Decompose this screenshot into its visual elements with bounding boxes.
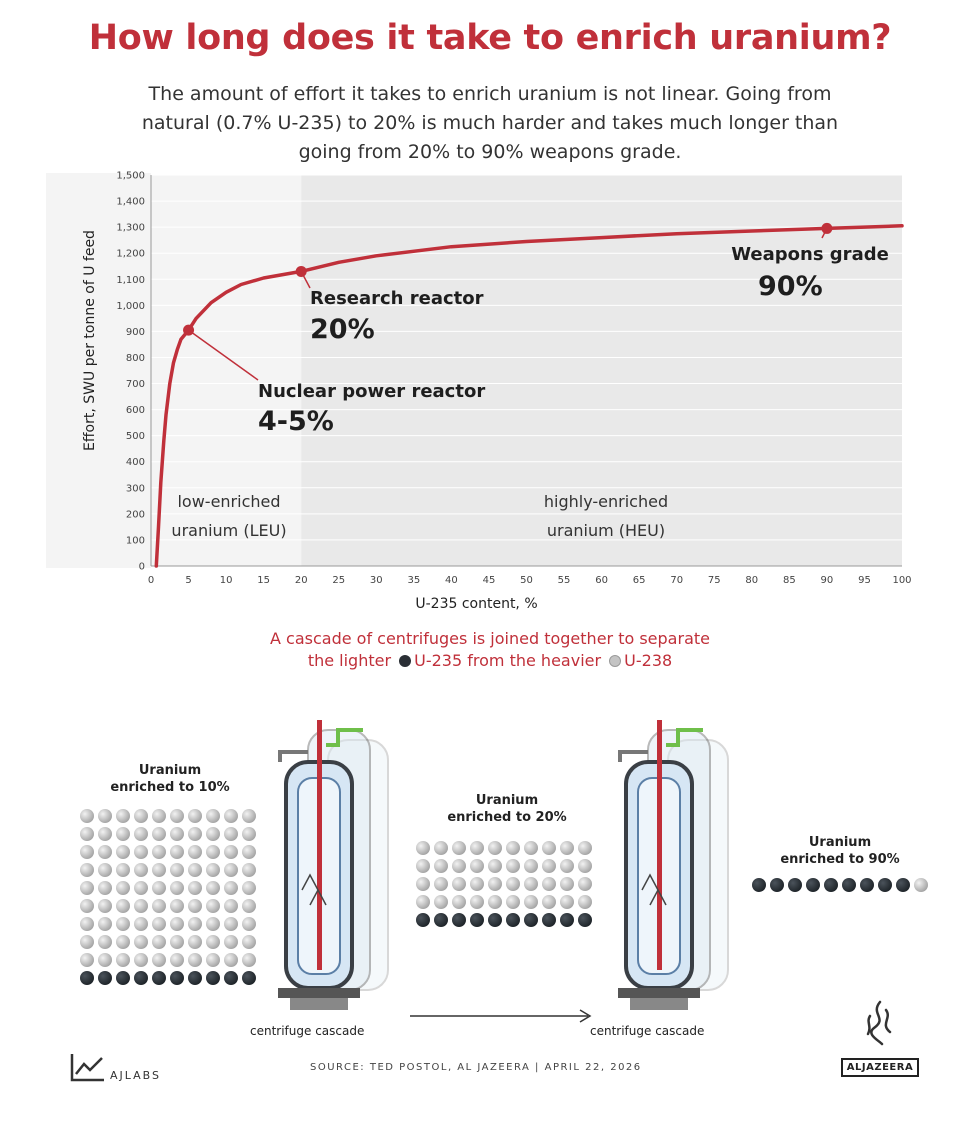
u238-atom	[116, 827, 130, 841]
u238-atom	[116, 935, 130, 949]
aljazeera-brand-text: ALJAZEERA	[841, 1058, 919, 1077]
x-tick-label-4: 20	[294, 575, 308, 586]
u238-atom	[98, 899, 112, 913]
u238-atom	[470, 877, 484, 891]
u238-atom	[242, 881, 256, 895]
u238-atom	[452, 877, 466, 891]
u238-atom	[242, 863, 256, 877]
u238-atom	[242, 845, 256, 859]
u238-atom	[578, 877, 592, 891]
aljazeera-logo	[838, 1000, 922, 1077]
y-axis-title: Effort, SWU per tonne of U feed	[82, 230, 98, 451]
u238-atom	[170, 881, 184, 895]
u235-atom	[470, 913, 484, 927]
u238-atom	[98, 827, 112, 841]
u238-atom	[242, 899, 256, 913]
u238-atom	[188, 917, 202, 931]
u235-atom	[524, 913, 538, 927]
u238-atom	[206, 953, 220, 967]
u238-atom	[542, 859, 556, 873]
region-label-1-line1: highly-enriched	[543, 492, 669, 511]
u238-atom	[488, 841, 502, 855]
cascade-title-part1: the lighter	[307, 651, 392, 670]
x-tick-label-17: 85	[782, 575, 796, 586]
u238-atom	[914, 878, 928, 892]
y-tick-label-15: 1,500	[116, 170, 145, 182]
y-tick-label-6: 600	[125, 405, 145, 417]
u238-atom	[488, 859, 502, 873]
u238-atom	[116, 953, 130, 967]
u235-atom	[542, 913, 556, 927]
u238-atom	[152, 827, 166, 841]
x-tick-label-1: 5	[185, 575, 192, 586]
u238-atom	[80, 863, 94, 877]
u238-atom	[470, 895, 484, 909]
u238-atom	[170, 863, 184, 877]
u238-dot-icon	[609, 655, 621, 667]
u238-atom	[206, 827, 220, 841]
u238-atom	[452, 859, 466, 873]
x-tick-label-2: 10	[219, 575, 233, 586]
u235-atom	[80, 971, 94, 985]
point-name-0: Nuclear power reactor	[258, 381, 486, 402]
x-tick-label-0: 0	[147, 575, 155, 586]
u238-atom	[188, 827, 202, 841]
y-tick-label-0: 0	[138, 561, 145, 573]
x-tick-label-8: 40	[445, 575, 458, 586]
u238-atom	[434, 841, 448, 855]
u238-atom	[152, 809, 166, 823]
cascade-title	[180, 628, 800, 672]
u238-atom	[134, 809, 148, 823]
x-tick-label-5: 25	[332, 575, 346, 586]
u238-atom	[224, 899, 238, 913]
u235-atom	[488, 913, 502, 927]
u238-atom	[152, 935, 166, 949]
u238-atom	[134, 953, 148, 967]
u238-atom	[116, 881, 130, 895]
x-tick-label-7: 35	[407, 575, 421, 586]
u238-atom	[578, 841, 592, 855]
u238-atom	[134, 917, 148, 931]
u235-atom	[188, 971, 202, 985]
x-tick-label-20: 100	[892, 575, 912, 586]
y-tick-label-5: 500	[125, 431, 145, 443]
x-tick-label-12: 60	[595, 575, 608, 586]
u238-atom	[470, 859, 484, 873]
u238-atom	[134, 881, 148, 895]
highlight-point-2	[821, 223, 832, 234]
stage-10-atoms	[80, 809, 256, 985]
u238-atom	[80, 935, 94, 949]
stage-20-atoms	[416, 841, 592, 927]
y-tick-label-12: 1,200	[116, 248, 145, 260]
u238-atom	[134, 935, 148, 949]
x-tick-label-19: 95	[858, 575, 871, 586]
stage-10-label: Uranium enriched to 10%	[110, 763, 230, 795]
u238-atom	[560, 841, 574, 855]
u238-atom	[224, 809, 238, 823]
u235-atom	[152, 971, 166, 985]
x-tick-label-16: 80	[745, 575, 759, 586]
u238-atom	[80, 953, 94, 967]
u238-atom	[206, 809, 220, 823]
u238-atom	[578, 895, 592, 909]
u235-atom	[560, 913, 574, 927]
u238-atom	[170, 827, 184, 841]
cascade-title-line2	[180, 650, 800, 672]
u238-atom	[98, 881, 112, 895]
y-tick-label-7: 700	[125, 379, 145, 391]
u235-atom	[434, 913, 448, 927]
u238-atom	[116, 899, 130, 913]
u238-atom	[134, 845, 148, 859]
u238-atom	[452, 895, 466, 909]
u238-atom	[152, 863, 166, 877]
u235-atom	[170, 971, 184, 985]
u238-atom	[524, 841, 538, 855]
ajlabs-logo-text: AJLABS	[110, 1069, 162, 1082]
y-tick-label-3: 300	[125, 483, 145, 495]
u238-atom	[170, 935, 184, 949]
u238-atom	[206, 935, 220, 949]
x-tick-label-3: 15	[257, 575, 271, 586]
u238-atom	[134, 863, 148, 877]
u238-atom	[506, 841, 520, 855]
u235-atom	[506, 913, 520, 927]
u238-atom	[188, 935, 202, 949]
u235-atom	[842, 878, 856, 892]
u235-atom	[788, 878, 802, 892]
u238-atom	[506, 895, 520, 909]
u238-atom	[224, 881, 238, 895]
y-tick-label-8: 800	[125, 352, 145, 364]
u238-atom	[134, 899, 148, 913]
u238-atom	[170, 809, 184, 823]
u238-atom	[188, 881, 202, 895]
u238-atom	[416, 895, 430, 909]
stage-90-atoms	[752, 878, 928, 892]
u238-atom	[542, 877, 556, 891]
y-tick-label-11: 1,100	[116, 274, 145, 286]
x-tick-label-11: 55	[557, 575, 571, 586]
x-tick-label-10: 50	[520, 575, 533, 586]
x-tick-label-13: 65	[632, 575, 646, 586]
u235-atom	[134, 971, 148, 985]
stage-20-label: Uranium enriched to 20%	[447, 793, 567, 825]
u238-atom	[80, 827, 94, 841]
u238-atom	[188, 899, 202, 913]
u238-atom	[524, 877, 538, 891]
cascade-title-line1: A cascade of centrifuges is joined together to separate	[270, 629, 710, 648]
u238-atom	[98, 863, 112, 877]
u238-atom	[224, 863, 238, 877]
u238-atom	[434, 877, 448, 891]
u235-atom	[416, 913, 430, 927]
u238-atom	[242, 827, 256, 841]
u238-atom	[560, 859, 574, 873]
u238-atom	[560, 877, 574, 891]
u238-atom	[206, 881, 220, 895]
ajlabs-logo	[70, 1052, 161, 1082]
u238-atom	[242, 953, 256, 967]
u238-atom	[188, 953, 202, 967]
u238-atom	[416, 877, 430, 891]
u235-atom	[206, 971, 220, 985]
u238-atom	[170, 899, 184, 913]
u238-atom	[134, 827, 148, 841]
u235-dot-icon	[399, 655, 411, 667]
u238-atom	[80, 899, 94, 913]
stage-90-label: Uranium enriched to 90%	[780, 835, 900, 867]
u238-atom	[242, 935, 256, 949]
u235-atom	[860, 878, 874, 892]
y-tick-label-2: 200	[125, 509, 145, 521]
u235-atom	[578, 913, 592, 927]
centrifuge-cascade-2	[608, 700, 748, 1020]
x-axis-title: U-235 content, %	[415, 596, 538, 612]
highlight-point-0	[183, 325, 194, 336]
u238-atom	[524, 895, 538, 909]
point-value-0: 4-5%	[258, 406, 334, 437]
u238-atom	[152, 953, 166, 967]
u238-atom	[242, 917, 256, 931]
u238-atom	[116, 863, 130, 877]
page-subtitle: The amount of effort it takes to enrich uranium is not linear. Going from natural (0.7% U-235) to 20% is much harder and takes much longer than going from 20% to 90% weapons grade.	[141, 83, 839, 163]
region-label-0-line2: uranium (LEU)	[171, 521, 287, 540]
u238-atom	[470, 841, 484, 855]
centrifuge-cascade-1	[268, 700, 408, 1020]
u238-atom	[98, 917, 112, 931]
u238-atom	[80, 917, 94, 931]
u238-atom	[224, 827, 238, 841]
u238-atom	[542, 895, 556, 909]
u235-atom	[116, 971, 130, 985]
x-tick-label-6: 30	[369, 575, 383, 586]
u238-atom	[188, 845, 202, 859]
x-tick-label-18: 90	[820, 575, 834, 586]
u238-atom	[206, 917, 220, 931]
point-name-1: Research reactor	[310, 288, 484, 309]
u238-atom	[206, 845, 220, 859]
highlight-point-1	[296, 266, 307, 277]
u238-atom	[488, 877, 502, 891]
u238-atom	[224, 935, 238, 949]
u238-atom	[98, 935, 112, 949]
u238-atom	[434, 895, 448, 909]
u238-atom	[188, 863, 202, 877]
y-tick-label-13: 1,300	[116, 222, 145, 234]
u238-atom	[416, 859, 430, 873]
u235-atom	[806, 878, 820, 892]
y-tick-label-4: 400	[125, 457, 145, 469]
u238-atom	[152, 917, 166, 931]
u238-atom	[170, 917, 184, 931]
u235-label: U-235	[414, 651, 463, 670]
x-tick-label-14: 70	[670, 575, 684, 586]
u238-atom	[170, 953, 184, 967]
centrifuge-cascade-2-label: centrifuge cascade	[590, 1024, 705, 1038]
cascade-arrow-icon	[408, 1008, 598, 1024]
cascade-title-part2: from the heavier	[467, 651, 602, 670]
u238-atom	[170, 845, 184, 859]
u238-atom	[224, 953, 238, 967]
u238-atom	[488, 895, 502, 909]
u235-atom	[752, 878, 766, 892]
u235-atom	[224, 971, 238, 985]
x-tick-label-15: 75	[707, 575, 721, 586]
u238-atom	[116, 845, 130, 859]
u235-atom	[878, 878, 892, 892]
u235-atom	[98, 971, 112, 985]
u238-atom	[452, 841, 466, 855]
u235-atom	[896, 878, 910, 892]
u238-atom	[80, 809, 94, 823]
point-value-1: 20%	[310, 314, 375, 345]
u238-atom	[206, 863, 220, 877]
y-tick-label-10: 1,000	[116, 300, 145, 312]
point-value-2: 90%	[758, 271, 823, 302]
centrifuge-cascade-1-label: centrifuge cascade	[250, 1024, 365, 1038]
region-label-0-line1: low-enriched	[177, 492, 281, 511]
u238-atom	[188, 809, 202, 823]
y-tick-label-9: 900	[125, 326, 145, 338]
u238-atom	[98, 845, 112, 859]
u238-atom	[578, 859, 592, 873]
x-tick-label-9: 45	[482, 575, 496, 586]
u238-atom	[242, 809, 256, 823]
y-tick-label-1: 100	[125, 535, 145, 547]
page-title: How long does it take to enrich uranium?	[88, 18, 892, 58]
u235-atom	[242, 971, 256, 985]
u238-atom	[542, 841, 556, 855]
u235-atom	[824, 878, 838, 892]
u238-atom	[98, 809, 112, 823]
u238-atom	[416, 841, 430, 855]
u238-atom	[224, 845, 238, 859]
u238-atom	[80, 845, 94, 859]
u238-atom	[560, 895, 574, 909]
u238-atom	[116, 809, 130, 823]
u238-atom	[224, 917, 238, 931]
u238-atom	[506, 859, 520, 873]
u238-atom	[80, 881, 94, 895]
u238-atom	[524, 859, 538, 873]
u238-atom	[98, 953, 112, 967]
u238-label: U-238	[624, 651, 673, 670]
ajlabs-chart-icon	[70, 1052, 106, 1082]
u235-atom	[452, 913, 466, 927]
point-name-2: Weapons grade	[731, 244, 889, 265]
u238-atom	[506, 877, 520, 891]
u238-atom	[434, 859, 448, 873]
region-label-1-line2: uranium (HEU)	[546, 521, 666, 540]
u238-atom	[152, 845, 166, 859]
u238-atom	[152, 881, 166, 895]
u238-atom	[206, 899, 220, 913]
source-note: SOURCE: TED POSTOL, AL JAZEERA | APRIL 22, 2026	[310, 1062, 642, 1073]
y-tick-label-14: 1,400	[116, 196, 145, 208]
u238-atom	[152, 899, 166, 913]
u235-atom	[770, 878, 784, 892]
aljazeera-calligraphy-icon	[860, 1000, 900, 1050]
u238-atom	[116, 917, 130, 931]
